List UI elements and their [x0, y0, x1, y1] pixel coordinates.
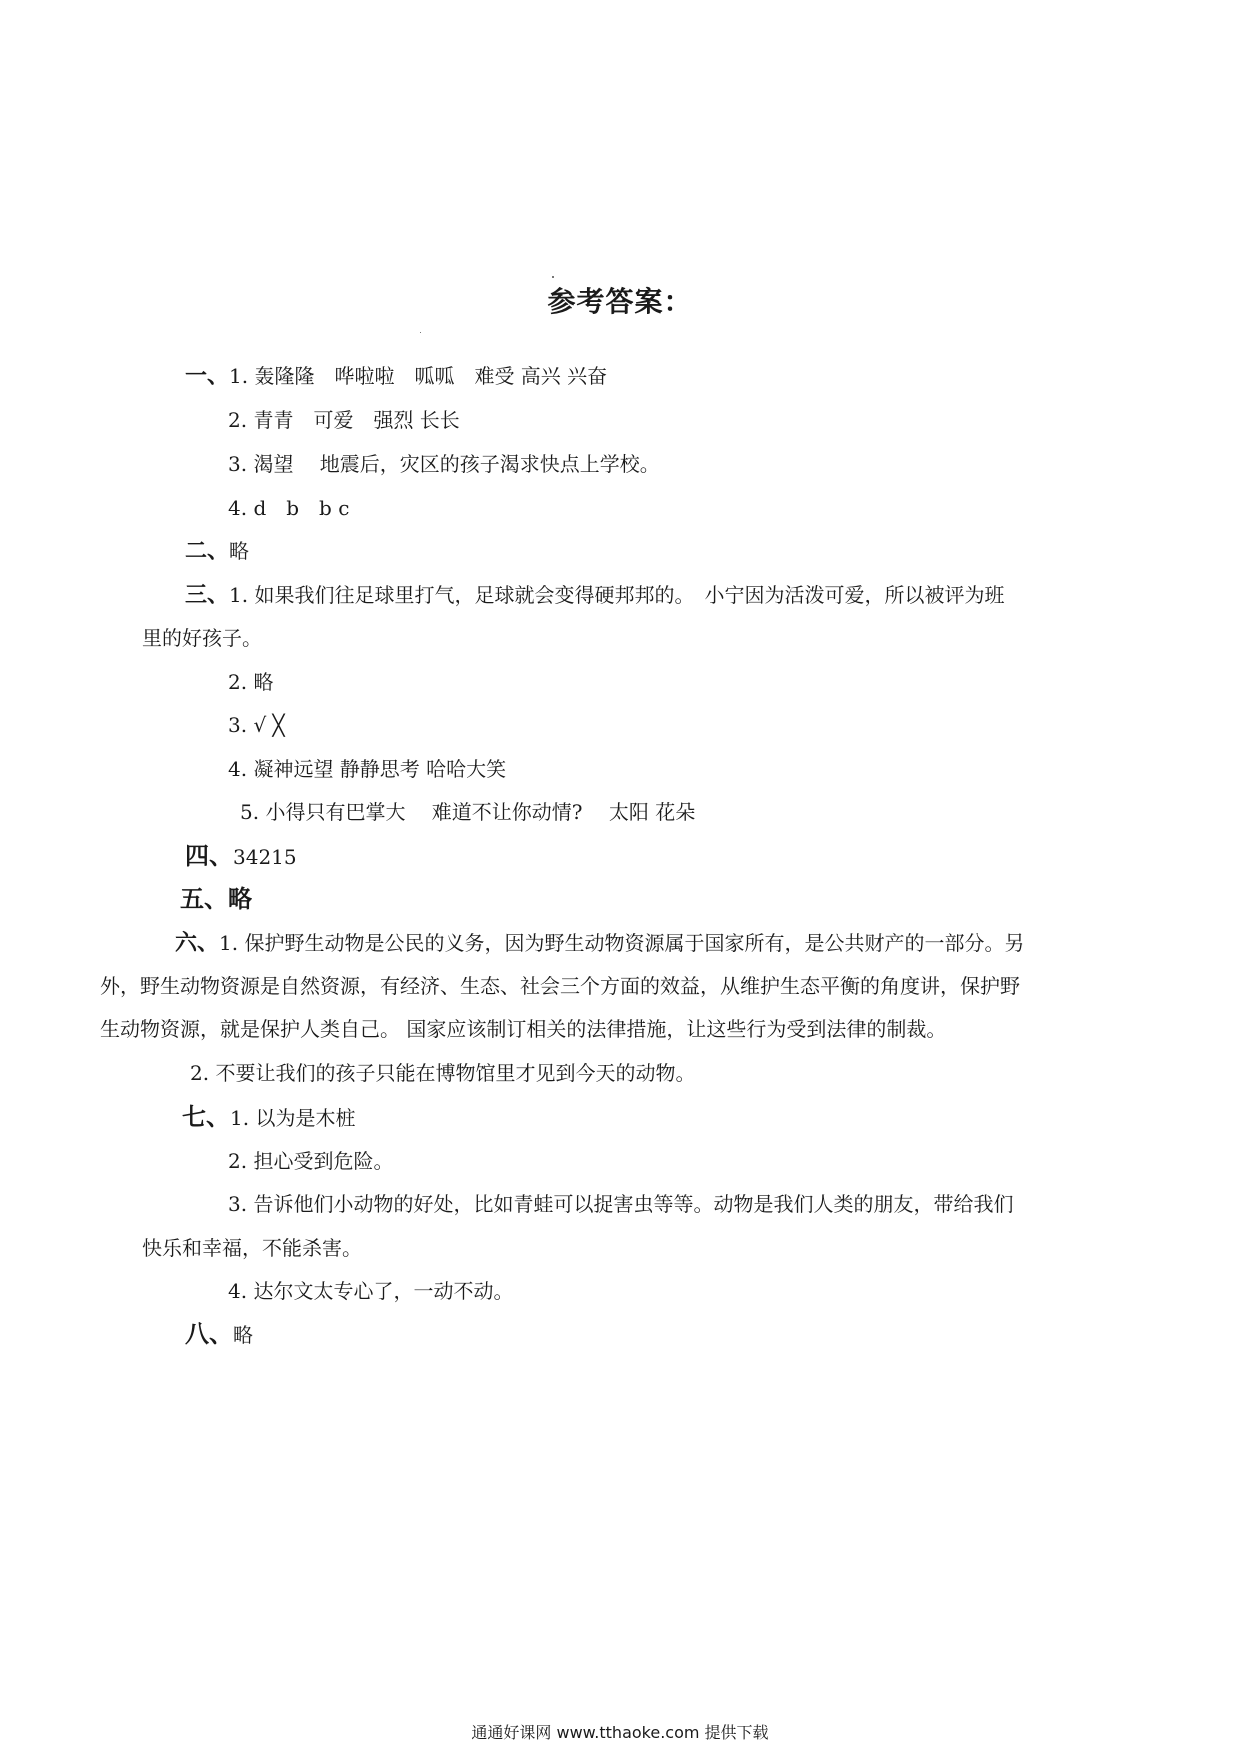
- section-number: 七、: [182, 1103, 230, 1131]
- section-8: [185, 1322, 253, 1347]
- section-number: 八、: [185, 1320, 233, 1348]
- section-3-q1: [185, 583, 1004, 608]
- section-2: [185, 539, 249, 564]
- section-number: 五、: [180, 885, 228, 913]
- section-3-q3: 3. √ ╳: [228, 713, 285, 737]
- section-1-q3: 3. 渴望 地震后，灾区的孩子渴求快点上学校。: [228, 452, 660, 476]
- section-number: 二、: [185, 539, 230, 564]
- section-number: 一、: [185, 364, 230, 389]
- section-6-q2: 2. 不要让我们的孩子只能在博物馆里才见到今天的动物。: [190, 1061, 696, 1085]
- section-6-q1-line1: [175, 931, 1024, 956]
- section-3-q5: 5. 小得只有巴掌大 难道不让你动情? 太阳 花朵: [240, 800, 696, 824]
- answer-text: 1. 轰隆隆 哗啦啦 呱呱 难受 高兴 兴奋: [229, 364, 608, 388]
- section-7-q4: 4. 达尔文太专心了，一动不动。: [228, 1279, 514, 1303]
- section-1-q2: 2. 青青 可爱 强烈 长长: [228, 408, 460, 432]
- section-7-q1: [182, 1105, 355, 1130]
- scan-speck: [420, 332, 421, 333]
- section-7-q3: 3. 告诉他们小动物的好处，比如青蛙可以捉害虫等等。动物是我们人类的朋友，带给我们: [228, 1192, 1014, 1216]
- section-number: 三、: [185, 583, 230, 608]
- section-3-q1-continued: 里的好孩子。: [142, 626, 262, 650]
- answer-text: 34215: [233, 845, 297, 869]
- section-3-q4: 4. 凝神远望 静静思考 哈哈大笑: [228, 757, 507, 781]
- section-7-q2: 2. 担心受到危险。: [228, 1149, 394, 1173]
- section-1-q4: 4. d b b c: [228, 496, 350, 520]
- answer-text: 1. 保护野生动物是公民的义务，因为野生动物资源属于国家所有，是公共财产的一部分。另: [219, 931, 1025, 955]
- section-7-q3-continued: 快乐和幸福，不能杀害。: [142, 1236, 362, 1260]
- section-5: [180, 887, 252, 912]
- answer-text: 略: [229, 539, 250, 563]
- section-4: [185, 844, 297, 869]
- section-1-q1: [185, 364, 607, 389]
- answer-text: 略: [233, 1323, 253, 1347]
- answer-text: 略: [228, 885, 252, 913]
- page-title: 参考答案：: [547, 285, 693, 318]
- section-6-q1-line2: 外，野生动物资源是自然资源，有经济、生态、社会三个方面的效益，从维护生态平衡的角度讲，保护野: [100, 974, 1020, 998]
- scan-speck: [552, 276, 554, 278]
- section-6-q1-line3: 生动物资源，就是保护人类自己。 国家应该制订相关的法律措施，让这些行为受到法律的制裁。: [100, 1017, 947, 1041]
- answer-text: 1. 以为是木桩: [230, 1106, 356, 1130]
- section-number: 六、: [175, 931, 220, 956]
- section-3-q2: 2. 略: [228, 670, 274, 694]
- section-number: 四、: [185, 842, 233, 870]
- answer-text: 1. 如果我们往足球里打气，足球就会变得硬邦邦的。 小宁因为活泼可爱，所以被评为班: [229, 583, 1005, 607]
- page-footer: 通通好课网 www.tthaoke.com 提供下载: [471, 1723, 769, 1742]
